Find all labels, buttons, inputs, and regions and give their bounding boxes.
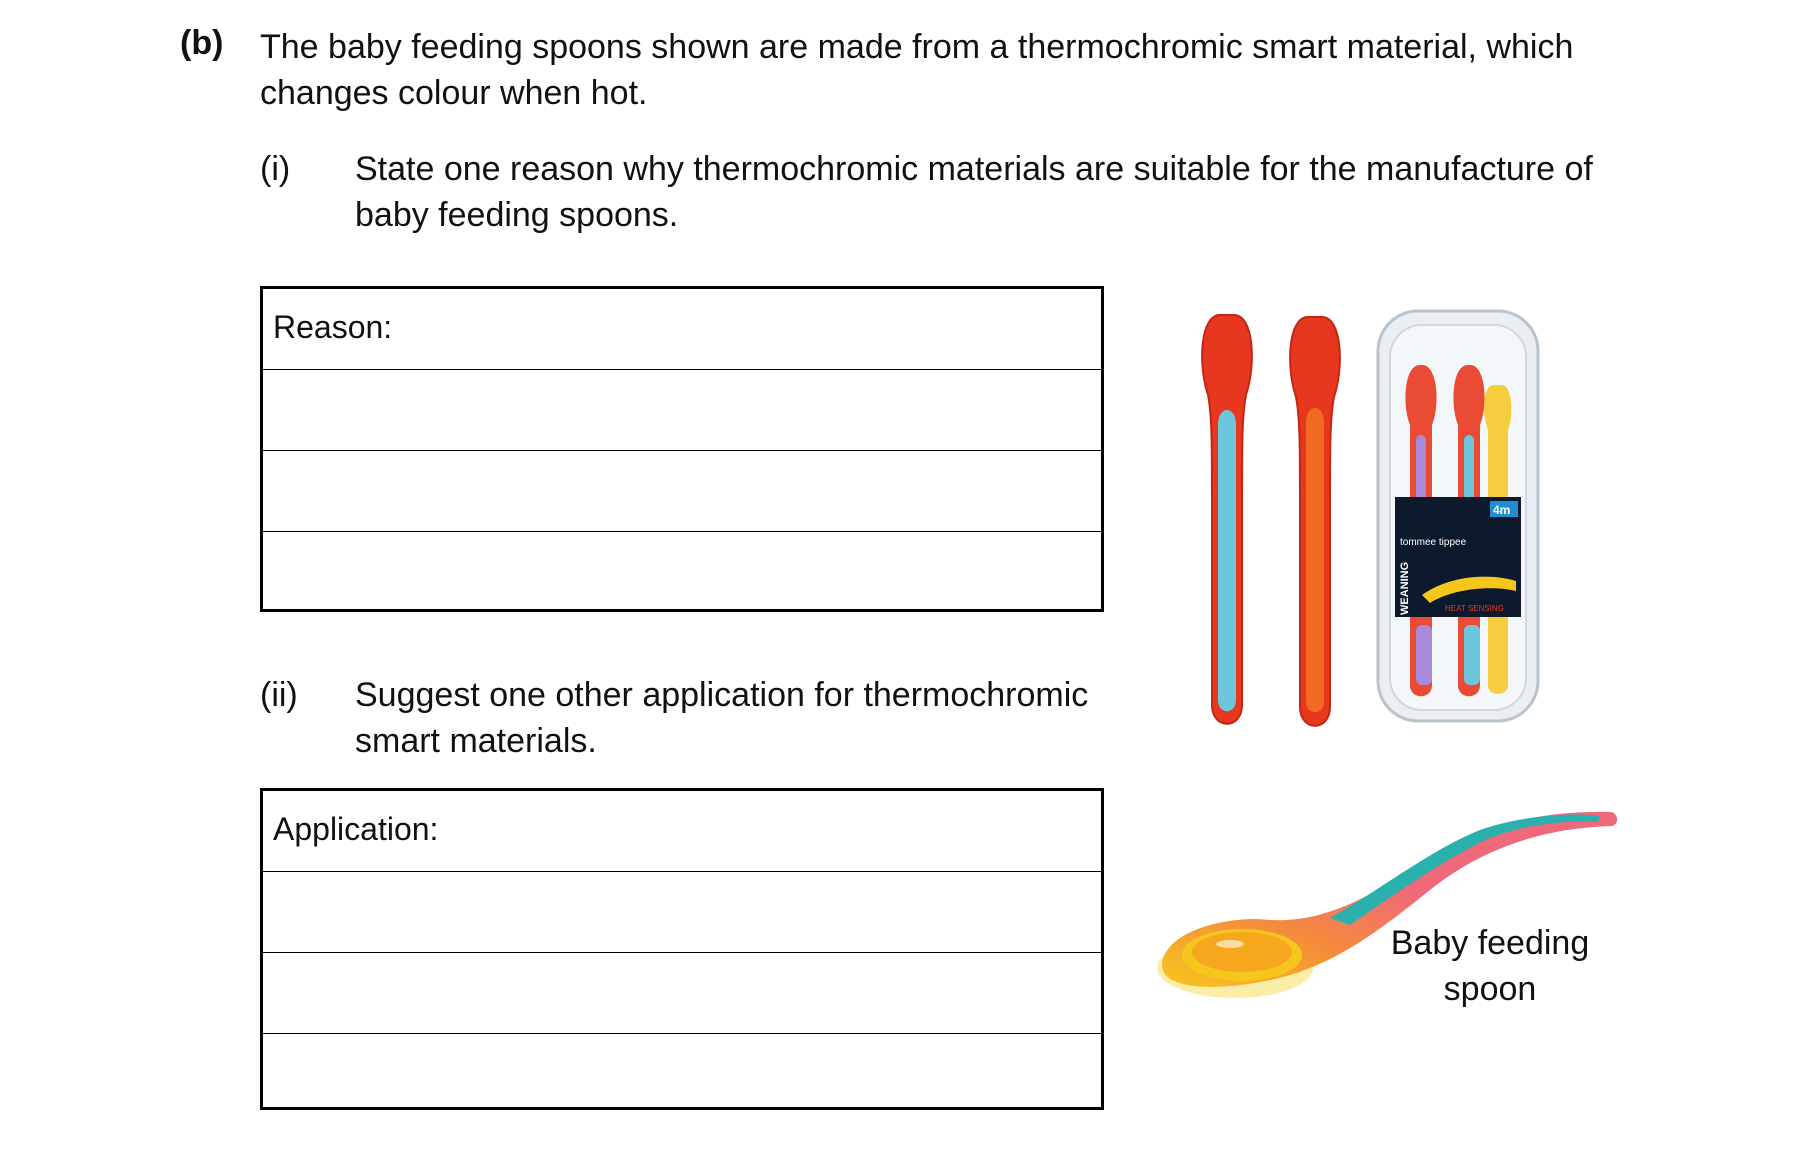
red-spoon-orange-handle (1290, 317, 1340, 726)
application-label: Application: (273, 811, 439, 847)
reason-label: Reason: (273, 309, 393, 345)
spoon-caption: Baby feeding spoon (1390, 924, 1590, 1008)
reason-line[interactable] (263, 370, 1101, 451)
reason-answer-box (260, 286, 1104, 612)
red-spoon-blue-handle (1202, 315, 1252, 724)
spoon-packaging (1378, 311, 1538, 721)
reason-line[interactable] (263, 451, 1101, 532)
packaging-tagline: HEAT SENSING (1445, 604, 1504, 613)
packaging-age: 4m (1493, 503, 1511, 517)
application-line[interactable] (263, 953, 1101, 1034)
application-answer-box (260, 788, 1104, 1110)
application-row[interactable] (263, 791, 1101, 872)
packaging-side-text: WEANING (1399, 561, 1411, 615)
part-i-label: (i) (260, 150, 291, 188)
application-line[interactable] (263, 872, 1101, 953)
part-b-label: (b) (180, 24, 224, 62)
application-line[interactable] (263, 1034, 1101, 1115)
reason-line[interactable] (263, 532, 1101, 613)
reason-row[interactable] (263, 289, 1101, 370)
part-i-question: State one reason why thermochromic materials are suitable for the manufacture of baby feeding spoons. (355, 150, 1593, 234)
part-ii-label: (ii) (260, 676, 298, 714)
packaging-brand: tommee tippee (1400, 537, 1467, 548)
spoons-photo (1190, 305, 1570, 745)
part-b-stem: The baby feeding spoons shown are made from a thermochromic smart material, which changes colour when hot. (260, 28, 1574, 112)
part-ii-question: Suggest one other application for thermochromic smart materials. (355, 676, 1089, 760)
